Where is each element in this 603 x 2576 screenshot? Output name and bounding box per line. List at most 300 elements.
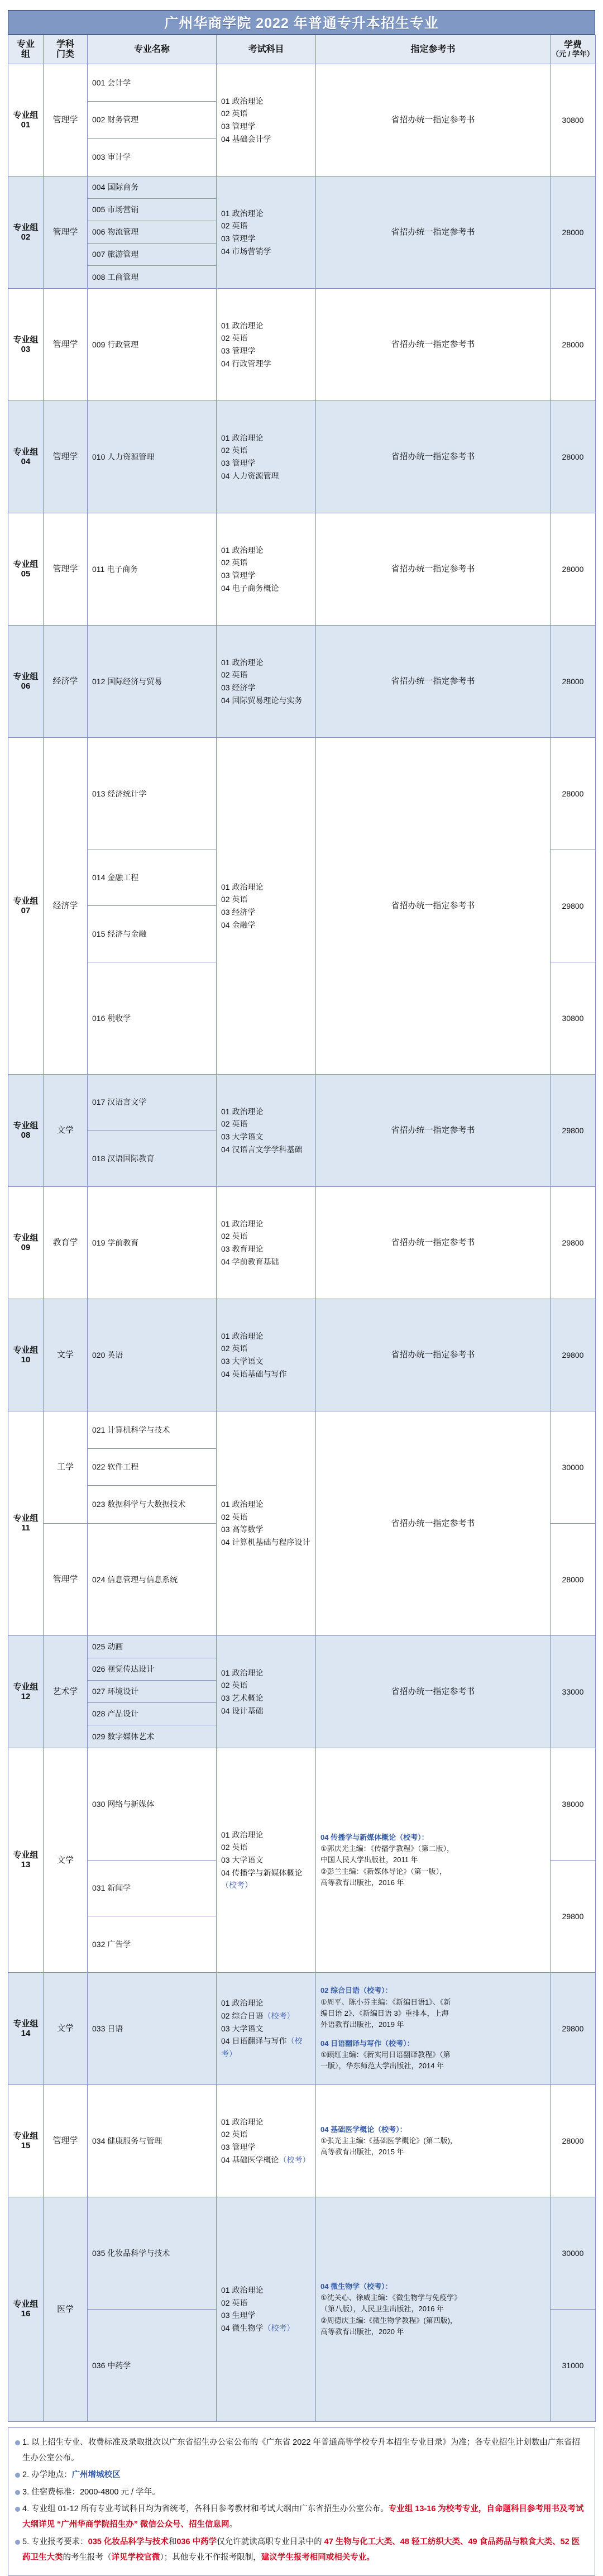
subject-line: 02 英语 bbox=[221, 1344, 248, 1353]
fee-cell: 29800 bbox=[551, 1299, 596, 1411]
major-item: 008 工商管理 bbox=[92, 272, 139, 282]
subject-line: 02 英语 bbox=[221, 333, 248, 343]
subjects-cell bbox=[217, 64, 316, 176]
subject-line: 03 大学语文 bbox=[221, 1132, 264, 1141]
note-segment: 和 bbox=[168, 2537, 177, 2546]
subject-line: 02 英语 bbox=[221, 446, 248, 455]
note-segment: ）；其他专业不作报考限制， bbox=[160, 2553, 261, 2562]
group-cell bbox=[8, 737, 44, 1074]
major-cell bbox=[88, 737, 217, 850]
fee-cell: 30000 bbox=[551, 1411, 596, 1523]
major-list bbox=[88, 2197, 216, 2309]
fee-cell: 33000 bbox=[551, 1635, 596, 1748]
table-row bbox=[8, 400, 596, 513]
exam-tag: （校考） bbox=[263, 2324, 295, 2333]
book-heading: 04 基础医学概论（校考）： bbox=[320, 2125, 407, 2134]
subject-line: 03 管理学 bbox=[221, 346, 256, 355]
books-cell: 省招办统一指定参考书 bbox=[316, 1186, 551, 1299]
major-list bbox=[88, 1973, 216, 2084]
subject-line: 01 政治理论 bbox=[221, 1998, 264, 2008]
books-cell: 省招办统一指定参考书 bbox=[316, 625, 551, 737]
major-cell bbox=[88, 1523, 217, 1635]
table-row bbox=[8, 1972, 596, 2084]
subject-line: 01 政治理论 bbox=[221, 1668, 264, 1677]
major-item: 019 学前教育 bbox=[92, 1238, 139, 1247]
group-label-line1: 专业组 bbox=[13, 110, 39, 120]
major-cell bbox=[88, 1860, 217, 1972]
group-cell bbox=[8, 2084, 44, 2197]
group-label-line2: 05 bbox=[21, 569, 31, 579]
major-item: 020 英语 bbox=[92, 1350, 123, 1359]
book-line: 高等教育出版社，2020 年 bbox=[320, 2327, 404, 2336]
books-cell bbox=[316, 1972, 551, 2084]
major-item: 011 电子商务 bbox=[92, 564, 138, 574]
group-label-line2: 10 bbox=[21, 1354, 31, 1365]
subjects-cell bbox=[217, 176, 316, 288]
exam-tag: （校考） bbox=[221, 2036, 303, 2058]
table-row bbox=[8, 1635, 596, 1748]
note-segment: 035 化妆品科学与技术 bbox=[88, 2537, 169, 2546]
major-cell bbox=[88, 1635, 217, 1748]
fee-cell: 28000 bbox=[551, 176, 596, 288]
table-row bbox=[8, 1299, 596, 1411]
book-line: 高等教育出版社，2015 年 bbox=[320, 2148, 404, 2156]
table-row bbox=[8, 64, 596, 176]
major-cell bbox=[88, 64, 217, 176]
subjects-cell bbox=[217, 1972, 316, 2084]
subject-line: 01 政治理论 bbox=[221, 657, 264, 667]
discipline-cell: 文学 bbox=[44, 1748, 88, 1972]
col-header-subjects: 考试科目 bbox=[217, 35, 316, 64]
subject-line: 02 英语 bbox=[221, 1681, 248, 1690]
major-list bbox=[88, 2085, 216, 2197]
fee-cell: 31000 bbox=[551, 2309, 596, 2421]
subject-line: 01 政治理论 bbox=[221, 1331, 264, 1341]
major-list bbox=[88, 513, 216, 625]
major-list bbox=[88, 1411, 216, 1523]
group-cell bbox=[8, 1186, 44, 1299]
major-list bbox=[88, 962, 216, 1074]
book-line: 中国人民大学出版社，2011 年 bbox=[320, 1855, 418, 1864]
books-cell: 省招办统一指定参考书 bbox=[316, 176, 551, 288]
group-label-line1: 专业组 bbox=[13, 1120, 39, 1130]
group-label-line2: 01 bbox=[21, 120, 31, 130]
group-label-line1: 专业组 bbox=[13, 671, 39, 681]
subject-line: 01 政治理论 bbox=[221, 1500, 264, 1509]
major-list bbox=[88, 1524, 216, 1635]
subject-line: 03 管理学 bbox=[221, 121, 256, 131]
discipline-cell: 文学 bbox=[44, 1299, 88, 1411]
discipline-cell: 管理学 bbox=[44, 400, 88, 513]
group-label-line1: 专业组 bbox=[13, 2300, 39, 2310]
major-cell bbox=[88, 288, 217, 400]
fee-cell: 30800 bbox=[551, 962, 596, 1074]
group-cell bbox=[8, 64, 44, 176]
group-label-line2: 03 bbox=[21, 344, 31, 354]
group-cell bbox=[8, 1972, 44, 2084]
books-cell bbox=[316, 2084, 551, 2197]
col-header-discipline: 学科 门类 bbox=[44, 35, 88, 64]
book-line: （第八版），人民卫生出版社，2016 年 bbox=[320, 2305, 444, 2313]
major-item: 004 国际商务 bbox=[88, 176, 216, 199]
subject-line: 03 生理学 bbox=[221, 2311, 256, 2320]
books-cell: 省招办统一指定参考书 bbox=[316, 400, 551, 513]
major-list bbox=[88, 2310, 216, 2421]
fee-cell: 28000 bbox=[551, 1523, 596, 1635]
group-label-line1: 专业组 bbox=[13, 1850, 39, 1861]
discipline-cell: 工学 bbox=[44, 1411, 88, 1523]
subject-line: 01 政治理论 bbox=[221, 882, 264, 891]
table-row bbox=[8, 1411, 596, 1523]
subject-line: 04 国际贸易理论与实务 bbox=[221, 695, 303, 705]
subject-line: 04 汉语言文学学科基础 bbox=[221, 1144, 303, 1154]
group-label-line2: 06 bbox=[21, 681, 31, 691]
note-text bbox=[22, 2501, 587, 2533]
major-item: 001 会计学 bbox=[88, 64, 216, 102]
note-bullet-icon bbox=[15, 2490, 20, 2495]
group-cell bbox=[8, 288, 44, 400]
note-bullet-icon bbox=[15, 2540, 20, 2545]
group-cell bbox=[8, 1411, 44, 1635]
major-cell bbox=[88, 176, 217, 288]
discipline-cell: 文学 bbox=[44, 1074, 88, 1186]
books-cell: 省招办统一指定参考书 bbox=[316, 1411, 551, 1635]
major-cell bbox=[88, 625, 217, 737]
note-segment: 5. 专业报考要求： bbox=[22, 2537, 88, 2546]
books-cell: 省招办统一指定参考书 bbox=[316, 64, 551, 176]
subject-line: 04 设计基础 bbox=[221, 1706, 264, 1715]
subject-line: 01 政治理论 bbox=[221, 96, 264, 106]
note-segment: 4. 专业组 01-12 所有专业考试科目均为省统考，各科目参考教材和考试大纲由广东省招生办公室公布。 bbox=[22, 2505, 389, 2513]
major-item: 024 信息管理与信息系统 bbox=[92, 1575, 178, 1584]
major-item: 023 数据科学与大数据技术 bbox=[92, 1500, 186, 1509]
group-cell bbox=[8, 1635, 44, 1748]
subject-line: 03 经济学 bbox=[221, 907, 256, 917]
subject-line: 04 微生物学（校考） bbox=[221, 2324, 295, 2333]
major-item: 002 财务管理 bbox=[88, 102, 216, 139]
major-item: 033 日语 bbox=[92, 2024, 123, 2033]
note-text bbox=[22, 2534, 587, 2566]
major-list bbox=[88, 289, 216, 400]
table-body bbox=[8, 64, 596, 2422]
book-line: ①顾红主编：《新实用日语翻译教程》（第 bbox=[320, 2050, 451, 2059]
subject-line: 02 英语 bbox=[221, 2130, 248, 2139]
subjects-cell bbox=[217, 400, 316, 513]
major-cell bbox=[88, 1074, 217, 1186]
major-item: 036 中药学 bbox=[92, 2360, 131, 2370]
fee-cell: 28000 bbox=[551, 625, 596, 737]
major-list bbox=[88, 626, 216, 737]
books-cell: 省招办统一指定参考书 bbox=[316, 513, 551, 625]
major-item: 035 化妆品科学与技术 bbox=[92, 2248, 170, 2258]
note-segment: 建议学生报考相同或相关专业。 bbox=[261, 2553, 375, 2562]
exam-tag: （校考） bbox=[279, 2155, 310, 2164]
books-cell bbox=[316, 1748, 551, 1972]
subject-line: 03 艺术概论 bbox=[221, 1693, 264, 1702]
subjects-cell bbox=[217, 513, 316, 625]
group-label-line1: 专业组 bbox=[13, 1233, 39, 1243]
book-line: 外语教育出版社，2019 年 bbox=[320, 2020, 404, 2029]
book-heading: 04 微生物学（校考）： bbox=[320, 2282, 393, 2291]
discipline-cell: 管理学 bbox=[44, 288, 88, 400]
group-label-line1: 专业组 bbox=[13, 896, 39, 906]
discipline-cell: 艺术学 bbox=[44, 1635, 88, 1748]
group-label-line2: 09 bbox=[21, 1242, 31, 1252]
major-cell bbox=[88, 962, 217, 1074]
major-cell bbox=[88, 1748, 217, 1860]
major-item: 030 网络与新媒体 bbox=[92, 1799, 155, 1809]
header-row bbox=[8, 35, 596, 64]
subject-line: 03 管理学 bbox=[221, 458, 256, 468]
subject-line: 03 大学语文 bbox=[221, 1855, 264, 1865]
subject-line: 04 基础会计学 bbox=[221, 134, 271, 144]
major-list bbox=[88, 738, 216, 850]
subject-line: 01 政治理论 bbox=[221, 208, 264, 218]
subject-line: 04 日语翻译与写作（校考） bbox=[221, 2036, 303, 2058]
col-header-fee: 学费 （元 / 学年） bbox=[551, 35, 596, 64]
book-line: ①周平、陈小芬主编：《新编日语1》、《新 bbox=[320, 1997, 451, 2006]
fee-cell: 29800 bbox=[551, 1972, 596, 2084]
subject-line: 02 英语 bbox=[221, 109, 248, 118]
major-item: 016 税收学 bbox=[92, 1013, 131, 1023]
subjects-cell bbox=[217, 737, 316, 1074]
major-list bbox=[88, 64, 216, 176]
note-bullet-icon bbox=[15, 2507, 20, 2512]
group-label-line1: 专业组 bbox=[13, 335, 39, 345]
discipline-cell: 管理学 bbox=[44, 1523, 88, 1635]
subjects-cell bbox=[217, 1748, 316, 1972]
major-item: 003 审计学 bbox=[92, 152, 131, 162]
subject-line: 04 市场营销学 bbox=[221, 246, 271, 256]
subject-line: 04 行政管理学 bbox=[221, 359, 271, 368]
note-5 bbox=[15, 2534, 587, 2566]
fee-cell: 28000 bbox=[551, 2084, 596, 2197]
subject-line: 01 政治理论 bbox=[221, 1106, 264, 1116]
major-list bbox=[88, 1636, 216, 1748]
subject-line: 01 政治理论 bbox=[221, 321, 264, 330]
table-title-bar bbox=[8, 10, 595, 35]
fee-cell: 30000 bbox=[551, 2197, 596, 2309]
major-item: 013 经济统计学 bbox=[92, 789, 147, 798]
footnotes-panel bbox=[8, 2427, 595, 2576]
subjects-cell bbox=[217, 1635, 316, 1748]
major-item: 028 产品设计 bbox=[88, 1703, 216, 1725]
major-item: 015 经济与金融 bbox=[92, 929, 147, 938]
subject-line: 03 大学语文 bbox=[221, 1356, 264, 1366]
discipline-cell: 管理学 bbox=[44, 64, 88, 176]
subject-line: 03 管理学 bbox=[221, 570, 256, 580]
group-cell bbox=[8, 2197, 44, 2421]
subject-line: 02 英语 bbox=[221, 558, 248, 567]
group-label-line1: 专业组 bbox=[13, 1345, 39, 1355]
note-segment: 仅允许就读高职专业目录中的 bbox=[217, 2537, 324, 2546]
subject-line: 04 金融学 bbox=[221, 920, 256, 929]
fee-cell: 28000 bbox=[551, 288, 596, 400]
group-label-line2: 11 bbox=[21, 1523, 30, 1533]
group-label-line2: 08 bbox=[21, 1130, 31, 1140]
table-row bbox=[8, 2197, 596, 2309]
book-line: 编日语 2》、《新编日语 3》重排本，上海 bbox=[320, 2009, 449, 2017]
table-row bbox=[8, 513, 596, 625]
major-list bbox=[88, 176, 216, 288]
note-segment: 。 bbox=[229, 2520, 238, 2530]
subject-line: 03 管理学 bbox=[221, 233, 256, 243]
note-segment: 47 生物与化工大类、48 轻工纺织大类、49 食品药品与粮食大类、52 医药卫生大类 bbox=[22, 2537, 580, 2562]
subject-line: 01 政治理论 bbox=[221, 2286, 264, 2295]
major-item: 010 人力资源管理 bbox=[92, 452, 155, 461]
group-cell bbox=[8, 625, 44, 737]
table-row bbox=[8, 625, 596, 737]
subject-line: 02 英语 bbox=[221, 221, 248, 231]
major-list bbox=[88, 1187, 216, 1299]
books-cell: 省招办统一指定参考书 bbox=[316, 288, 551, 400]
books-cell bbox=[316, 2197, 551, 2421]
major-item: 029 数字媒体艺术 bbox=[92, 1731, 155, 1741]
major-cell bbox=[88, 850, 217, 962]
subject-line: 04 学前教育基础 bbox=[221, 1257, 279, 1266]
major-item: 026 视觉传达设计 bbox=[88, 1658, 216, 1681]
major-item: 018 汉语国际教育 bbox=[92, 1153, 155, 1163]
group-label-line2: 07 bbox=[21, 905, 31, 915]
discipline-cell: 经济学 bbox=[44, 625, 88, 737]
group-label-line1: 专业组 bbox=[13, 559, 39, 569]
subject-line: 01 政治理论 bbox=[221, 433, 264, 442]
discipline-cell: 管理学 bbox=[44, 2084, 88, 2197]
subject-line: 04 人力资源管理 bbox=[221, 471, 279, 480]
group-label-line2: 16 bbox=[21, 2309, 31, 2319]
major-list bbox=[88, 1299, 216, 1411]
subjects-cell bbox=[217, 288, 316, 400]
major-list bbox=[88, 401, 216, 513]
subject-line: 02 英语 bbox=[221, 2298, 248, 2307]
fee-cell: 38000 bbox=[551, 1748, 596, 1860]
table-header bbox=[8, 35, 596, 64]
major-cell bbox=[88, 2084, 217, 2197]
major-list bbox=[88, 1861, 216, 1972]
major-item: 006 物流管理 bbox=[88, 221, 216, 244]
subjects-cell bbox=[217, 1299, 316, 1411]
subject-line: 04 计算机基础与程序设计 bbox=[221, 1538, 310, 1547]
table-row bbox=[8, 1186, 596, 1299]
table-row bbox=[8, 737, 596, 850]
discipline-cell: 经济学 bbox=[44, 737, 88, 1074]
group-label-line1: 专业组 bbox=[13, 222, 39, 232]
subject-line: 01 政治理论 bbox=[221, 2117, 264, 2126]
group-cell bbox=[8, 1299, 44, 1411]
fee-cell: 28000 bbox=[551, 513, 596, 625]
subject-line: 03 教育理论 bbox=[221, 1244, 264, 1253]
content-wrapper bbox=[8, 10, 595, 2576]
table-row bbox=[8, 1074, 596, 1186]
note-text bbox=[22, 2435, 587, 2467]
subjects-cell bbox=[217, 2084, 316, 2197]
major-item: 027 环境设计 bbox=[88, 1681, 216, 1703]
books-cell: 省招办统一指定参考书 bbox=[316, 1074, 551, 1186]
major-item: 025 动画 bbox=[88, 1636, 216, 1658]
note-segment: 3. 住宿费标准：2000-4800 元 / 学年。 bbox=[22, 2487, 160, 2497]
group-cell bbox=[8, 513, 44, 625]
col-header-books: 指定参考书 bbox=[316, 35, 551, 64]
subject-line: 04 英语基础与写作 bbox=[221, 1369, 287, 1378]
fee-cell: 28000 bbox=[551, 737, 596, 850]
note-segment: 详见学校官微 bbox=[111, 2553, 160, 2562]
fee-cell: 28000 bbox=[551, 400, 596, 513]
book-line: ②彭兰主编：《新媒体导论》（第一版）， bbox=[320, 1867, 447, 1876]
group-cell bbox=[8, 176, 44, 288]
major-item: 014 金融工程 bbox=[88, 850, 216, 906]
major-cell bbox=[88, 400, 217, 513]
subject-line: 03 经济学 bbox=[221, 683, 256, 692]
fee-cell: 29800 bbox=[551, 850, 596, 962]
subjects-cell bbox=[217, 2197, 316, 2421]
subject-line: 02 英语 bbox=[221, 1843, 248, 1852]
group-cell bbox=[8, 1748, 44, 1972]
major-item: 022 软件工程 bbox=[88, 1449, 216, 1486]
admissions-table bbox=[8, 35, 596, 2422]
subject-line: 03 大学语文 bbox=[221, 2024, 264, 2033]
major-item: 031 新闻学 bbox=[88, 1861, 216, 1916]
note-4 bbox=[15, 2501, 587, 2533]
note-bullet-icon bbox=[15, 2473, 20, 2478]
discipline-cell: 医学 bbox=[44, 2197, 88, 2421]
book-line: ①张光主主编:《基础医学概论》(第二版)， bbox=[320, 2136, 457, 2145]
discipline-cell: 文学 bbox=[44, 1972, 88, 2084]
exam-tag: （校考） bbox=[263, 2011, 295, 2020]
note-1 bbox=[15, 2435, 587, 2467]
major-list bbox=[88, 850, 216, 962]
subject-line: 04 电子商务概论 bbox=[221, 583, 279, 593]
note-segment: 广州增城校区 bbox=[71, 2470, 121, 2480]
note-text bbox=[22, 2484, 587, 2500]
group-label-line2: 13 bbox=[21, 1860, 31, 1870]
subject-line: 01 政治理论 bbox=[221, 545, 264, 555]
subjects-cell bbox=[217, 1074, 316, 1186]
subjects-cell bbox=[217, 625, 316, 737]
major-cell bbox=[88, 1186, 217, 1299]
book-line: 高等教育出版社，2016 年 bbox=[320, 1878, 404, 1887]
book-block-spacer bbox=[320, 2030, 547, 2038]
book-heading: 04 日语翻译与写作（校考）： bbox=[320, 2039, 414, 2048]
group-label-line2: 15 bbox=[21, 2140, 31, 2150]
subject-line: 01 政治理论 bbox=[221, 1830, 264, 1839]
major-list bbox=[88, 1075, 216, 1186]
book-heading: 04 传播学与新媒体概论（校考）： bbox=[320, 1833, 429, 1842]
fee-cell: 29800 bbox=[551, 1186, 596, 1299]
note-2 bbox=[15, 2467, 587, 2483]
col-header-group: 专业 组 bbox=[8, 35, 44, 64]
book-line: ②周德庆主编:《微生物学教程》(第四版)， bbox=[320, 2316, 457, 2325]
note-segment: 1. 以上招生专业、收费标准及录取批次以广东省招生办公室公布的《广东省 2022 年普通高等学校专升本招生专业目录》为准；各专业招生计划数由广东省招生办公室公布。 bbox=[22, 2437, 580, 2463]
major-cell bbox=[88, 1972, 217, 2084]
group-label-line1: 专业组 bbox=[13, 1682, 39, 1692]
major-item: 012 国际经济与贸易 bbox=[92, 676, 162, 686]
discipline-cell: 管理学 bbox=[44, 176, 88, 288]
table-row bbox=[8, 288, 596, 400]
major-item: 034 健康服务与管理 bbox=[92, 2136, 162, 2145]
subject-line: 02 英语 bbox=[221, 670, 248, 680]
subject-line: 02 英语 bbox=[221, 895, 248, 904]
group-label-line1: 专业组 bbox=[13, 2131, 39, 2141]
major-item: 032 广告学 bbox=[92, 1939, 131, 1949]
book-line: ①郭庆光主编：《传播学教程》（第二版）， bbox=[320, 1844, 454, 1853]
subject-line: 03 管理学 bbox=[221, 2142, 256, 2152]
books-cell: 省招办统一指定参考书 bbox=[316, 1635, 551, 1748]
table-row bbox=[8, 1748, 596, 1860]
group-label-line1: 专业组 bbox=[13, 2019, 39, 2029]
subjects-cell bbox=[217, 1186, 316, 1299]
major-item: 009 行政管理 bbox=[92, 340, 139, 349]
group-label-line2: 12 bbox=[21, 1691, 31, 1701]
